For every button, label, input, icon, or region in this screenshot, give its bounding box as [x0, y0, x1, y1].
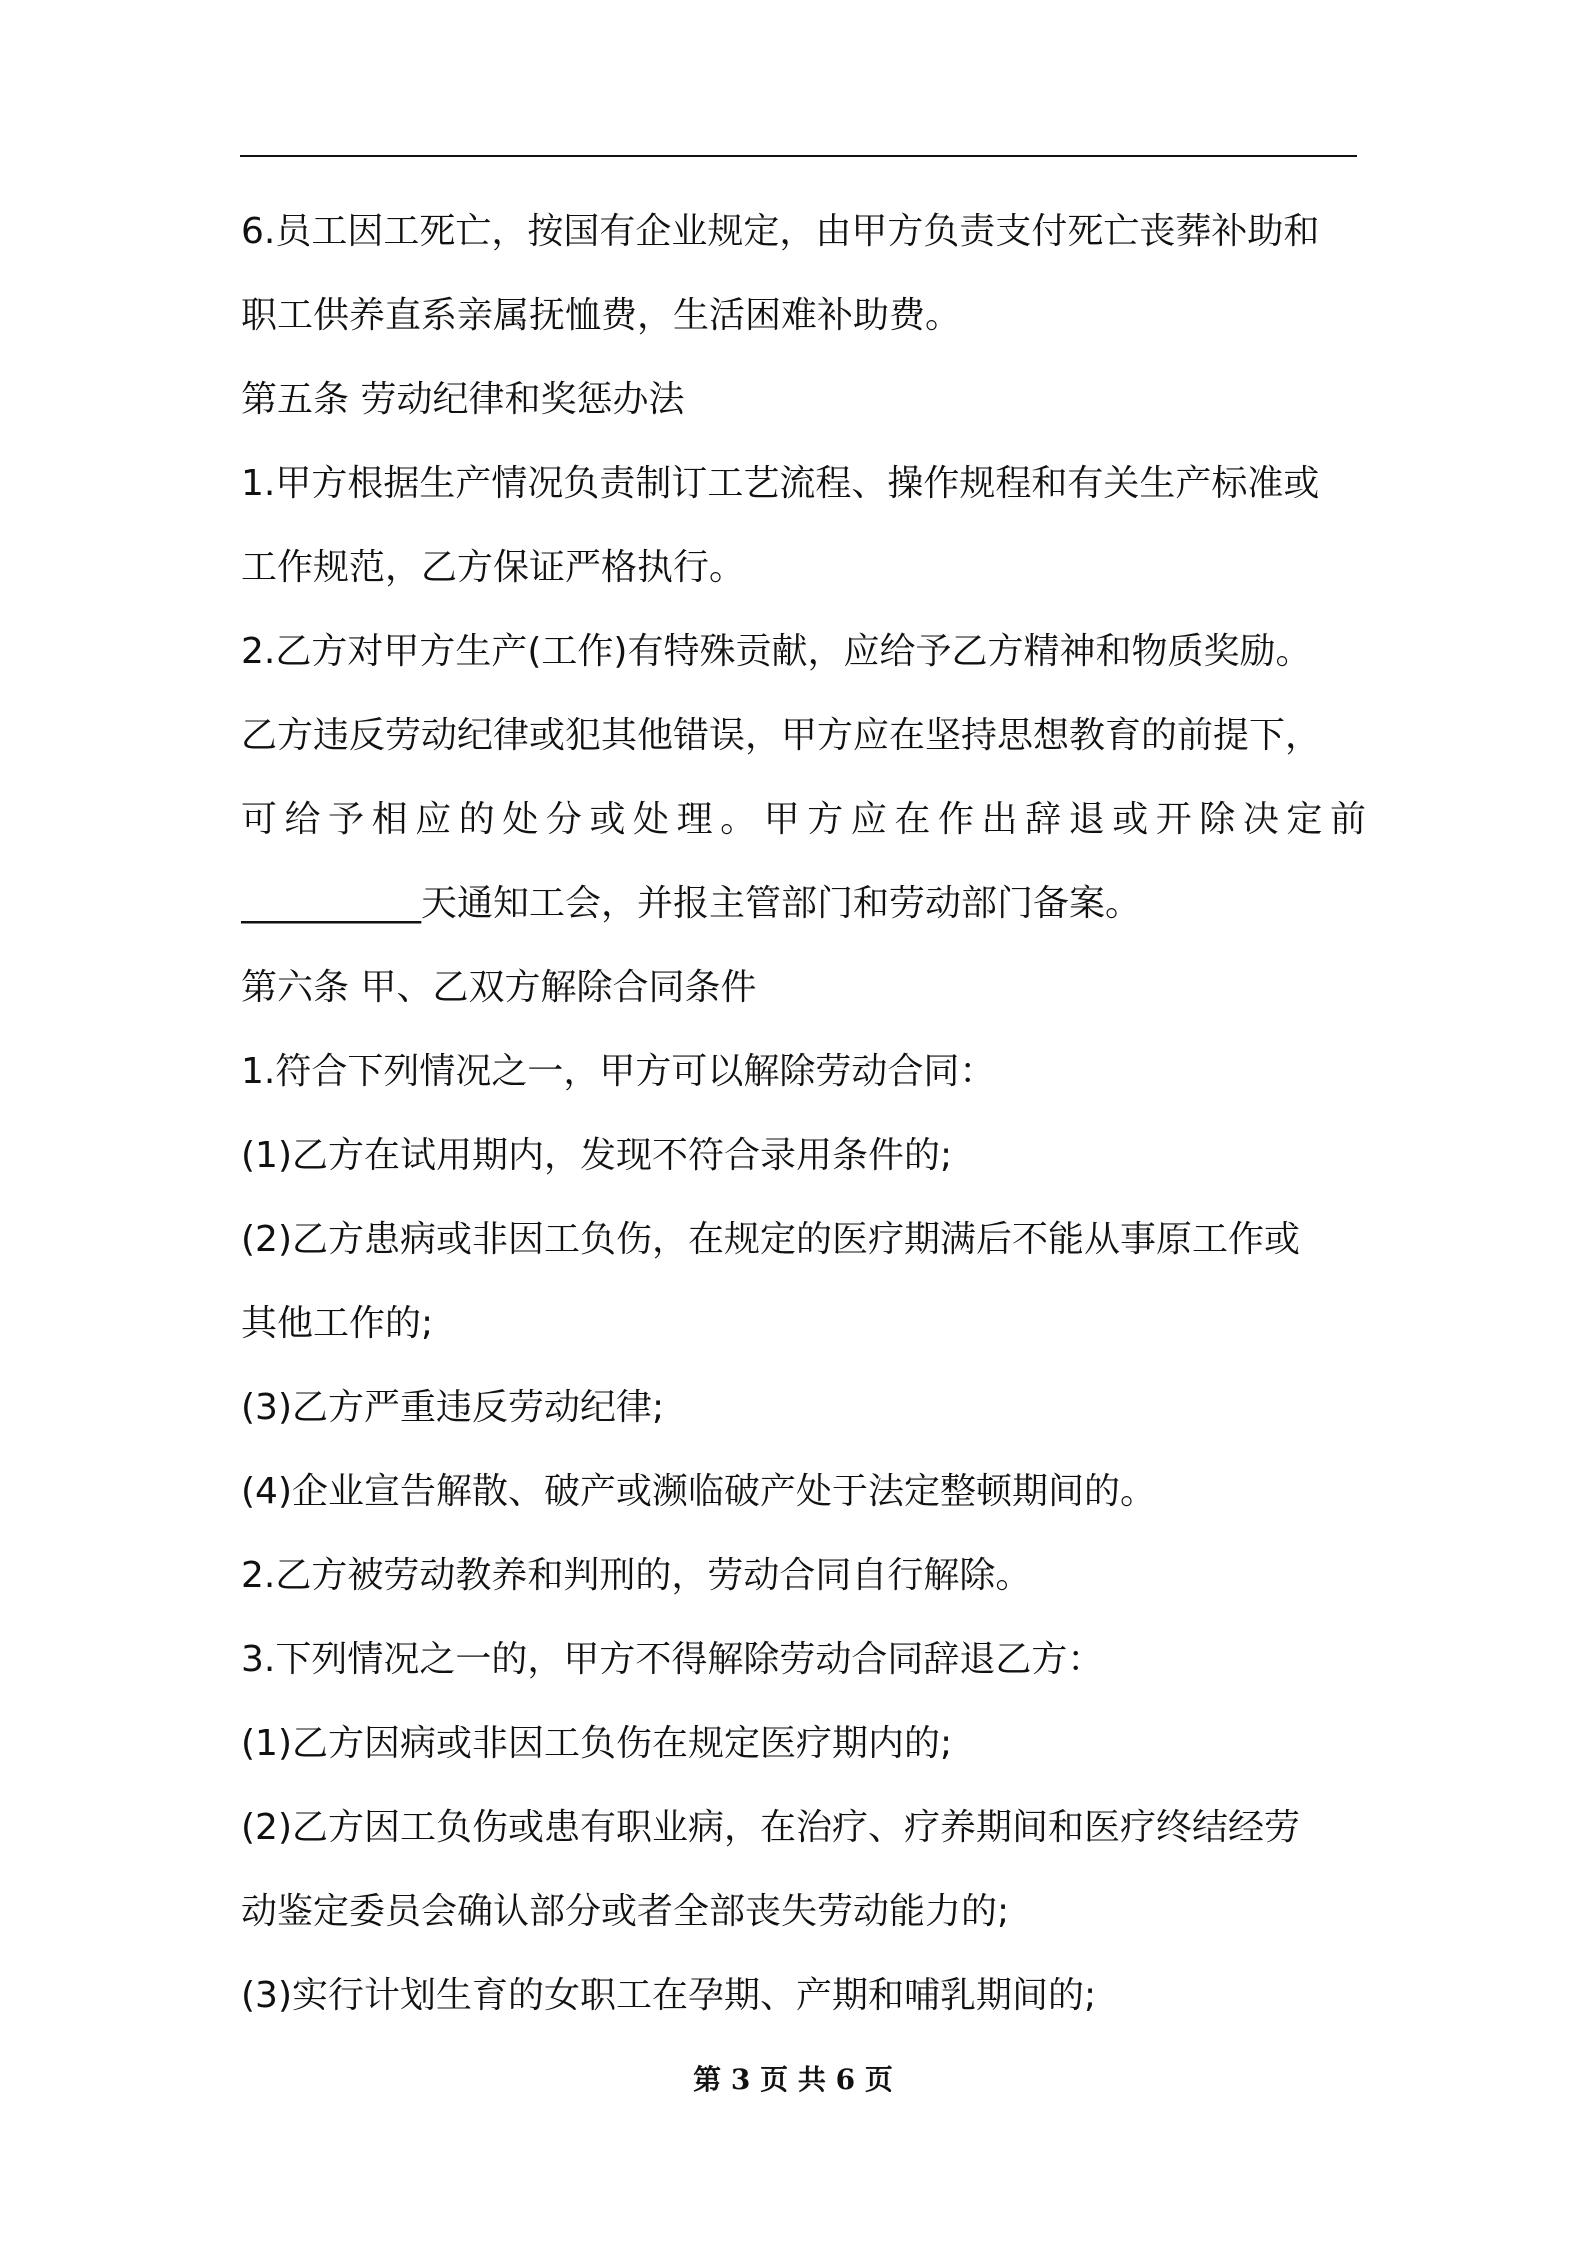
text-line: 1.甲方根据生产情况负责制订工艺流程、操作规程和有关生产标准或: [241, 463, 1320, 504]
list-item: (2)乙方患病或非因工负伤，在规定的医疗期满后不能从事原工作或: [241, 1219, 1300, 1260]
list-item: (2)乙方因工负伤或患有职业病，在治疗、疗养期间和医疗终结经劳: [241, 1807, 1300, 1848]
text-line: 3.下列情况之一的，甲方不得解除劳动合同辞退乙方：: [241, 1639, 1104, 1680]
text-line: __________天通知工会，并报主管部门和劳动部门备案。: [241, 883, 1142, 924]
list-item: (3)乙方严重违反劳动纪律;: [241, 1387, 665, 1428]
text-line: 可给予相应的处分或处理。甲方应在作出辞退或开除决定前: [241, 799, 1366, 840]
list-item: 动鉴定委员会确认部分或者全部丧失劳动能力的;: [241, 1891, 1010, 1932]
text-line: 工作规范，乙方保证严格执行。: [241, 547, 746, 588]
document-body: [241, 190, 1366, 2038]
text-line: 6.员工因工死亡，按国有企业规定，由甲方负责支付死亡丧葬补助和: [241, 211, 1320, 252]
page-number: 第 3 页 共 6 页: [693, 2063, 893, 2096]
text-line: 乙方违反劳动纪律或犯其他错误，甲方应在坚持思想教育的前提下，: [241, 715, 1322, 756]
text-line: 职工供养直系亲属抚恤费，生活困难补助费。: [241, 295, 962, 336]
list-item: (3)实行计划生育的女职工在孕期、产期和哺乳期间的;: [241, 1975, 1097, 2016]
list-item: 其他工作的;: [241, 1303, 434, 1344]
list-item: (4)企业宣告解散、破产或濒临破产处于法定整顿期间的。: [241, 1471, 1156, 1512]
section-heading: 第五条 劳动纪律和奖惩办法: [241, 379, 685, 420]
text-line: 2.乙方对甲方生产(工作)有特殊贡献，应给予乙方精神和物质奖励。: [241, 631, 1312, 672]
text-line: 1.符合下列情况之一，甲方可以解除劳动合同：: [241, 1051, 996, 1092]
text-line: 2.乙方被劳动教养和判刑的，劳动合同自行解除。: [241, 1555, 1032, 1596]
header-rule: [240, 155, 1357, 157]
section-heading: 第六条 甲、乙双方解除合同条件: [241, 967, 757, 1008]
list-item: (1)乙方在试用期内，发现不符合录用条件的;: [241, 1135, 953, 1176]
list-item: (1)乙方因病或非因工负伤在规定医疗期内的;: [241, 1723, 953, 1764]
